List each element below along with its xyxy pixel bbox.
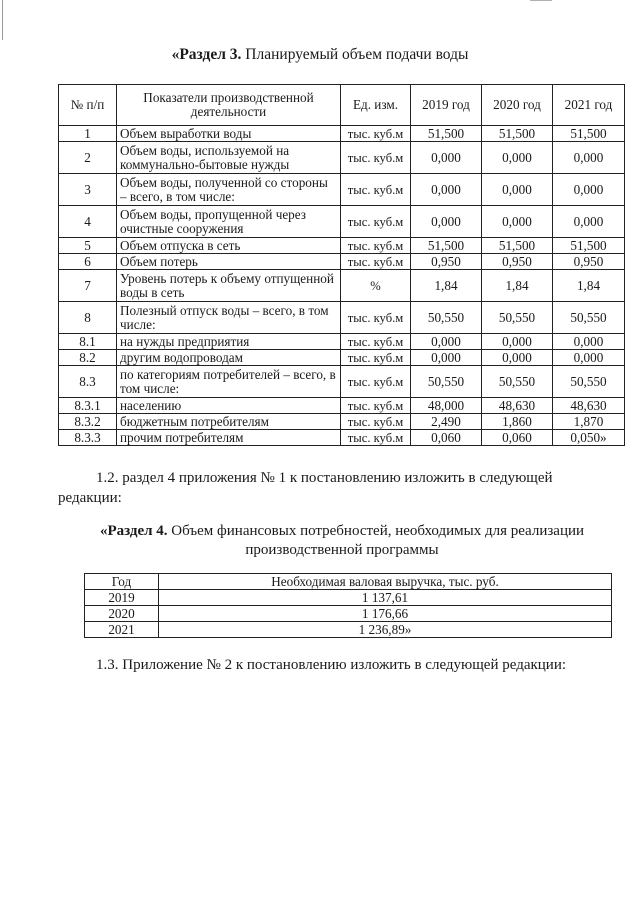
row-indicator-cell: по категориям потребителей – всего, в том числе: <box>117 366 341 398</box>
row-num-cell: 8.3.2 <box>59 414 117 430</box>
row-value-2020-cell: 1,860 <box>482 414 553 430</box>
row-value-2019-cell: 51,500 <box>411 126 482 142</box>
row-value-2021-cell: 51,500 <box>553 238 625 254</box>
row-value-2019-cell: 50,550 <box>411 302 482 334</box>
paragraph-1-2-line1: 1.2. раздел 4 приложения № 1 к постановлению изложить в следующей <box>96 470 553 486</box>
table-row <box>59 430 625 446</box>
table-row <box>59 414 625 430</box>
row-revenue-cell: 1 176,66 <box>159 606 612 622</box>
table-row <box>59 302 625 334</box>
row-unit-cell: тыс. куб.м <box>341 398 411 414</box>
table-row <box>85 606 612 622</box>
table-row <box>59 270 625 302</box>
row-value-2021-cell: 0,000 <box>553 350 625 366</box>
table-row <box>59 206 625 238</box>
row-unit-cell: тыс. куб.м <box>341 350 411 366</box>
row-value-2019-cell: 0,000 <box>411 174 482 206</box>
row-value-2021-cell: 0,050» <box>553 430 625 446</box>
row-unit-cell: тыс. куб.м <box>341 366 411 398</box>
row-indicator-cell: Объем отпуска в сеть <box>117 238 341 254</box>
row-value-2020-cell: 0,060 <box>482 430 553 446</box>
row-value-2019-cell: 2,490 <box>411 414 482 430</box>
row-num-cell: 7 <box>59 270 117 302</box>
row-value-2019-cell: 0,000 <box>411 334 482 350</box>
row-unit-cell: тыс. куб.м <box>341 430 411 446</box>
row-value-2021-cell: 50,550 <box>553 302 625 334</box>
table-row <box>85 622 612 638</box>
row-value-2019-cell: 0,950 <box>411 254 482 270</box>
row-indicator-cell: Полезный отпуск воды – всего, в том числе: <box>117 302 341 334</box>
table-row <box>85 590 612 606</box>
row-value-2021-cell: 1,870 <box>553 414 625 430</box>
row-indicator-cell: Объем воды, используемой на коммунально-бытовые нужды <box>117 142 341 174</box>
water-supply-table <box>58 84 625 446</box>
row-unit-cell: тыс. куб.м <box>341 414 411 430</box>
left-margin-mark <box>2 0 3 40</box>
row-unit-cell: тыс. куб.м <box>341 334 411 350</box>
row-unit-cell: тыс. куб.м <box>341 174 411 206</box>
row-num-cell: 1 <box>59 126 117 142</box>
row-value-2020-cell: 0,000 <box>482 206 553 238</box>
row-indicator-cell: Объем потерь <box>117 254 341 270</box>
row-year-cell: 2019 <box>85 590 159 606</box>
financial-needs-table <box>84 573 612 638</box>
table-row <box>59 174 625 206</box>
row-indicator-cell: на нужды предприятия <box>117 334 341 350</box>
row-value-2021-cell: 0,000 <box>553 334 625 350</box>
paragraph-1-2-line2: редакции: <box>58 490 122 506</box>
header-year-2021: 2021 год <box>553 85 625 126</box>
row-value-2020-cell: 0,950 <box>482 254 553 270</box>
section-4-heading-bold: «Раздел 4. <box>99 523 168 539</box>
row-value-2020-cell: 50,550 <box>482 366 553 398</box>
section-3-heading-bold: «Раздел 3. <box>171 46 242 63</box>
row-value-2021-cell: 51,500 <box>553 126 625 142</box>
row-value-2019-cell: 0,000 <box>411 206 482 238</box>
row-value-2020-cell: 0,000 <box>482 334 553 350</box>
row-unit-cell: тыс. куб.м <box>341 142 411 174</box>
row-value-2019-cell: 1,84 <box>411 270 482 302</box>
row-value-2019-cell: 51,500 <box>411 238 482 254</box>
row-value-2020-cell: 50,550 <box>482 302 553 334</box>
row-value-2019-cell: 50,550 <box>411 366 482 398</box>
row-indicator-cell: Объем воды, пропущенной через очистные сооружения <box>117 206 341 238</box>
table-header-row <box>85 574 612 590</box>
row-num-cell: 8.1 <box>59 334 117 350</box>
row-value-2021-cell: 0,000 <box>553 142 625 174</box>
row-unit-cell: тыс. куб.м <box>341 126 411 142</box>
header-indicator: Показатели производственной деятельности <box>117 85 341 126</box>
table-header-row <box>59 85 625 126</box>
row-unit-cell: тыс. куб.м <box>341 206 411 238</box>
table-row <box>59 142 625 174</box>
table-row <box>59 334 625 350</box>
row-num-cell: 8 <box>59 302 117 334</box>
paragraph-1-3: 1.3. Приложение № 2 к постановлению изложить в следующей редакции: <box>96 657 567 673</box>
header-unit: Ед. изм. <box>341 85 411 126</box>
row-unit-cell: тыс. куб.м <box>341 254 411 270</box>
row-indicator-cell: Объем воды, полученной со стороны – всего, в том числе: <box>117 174 341 206</box>
row-num-cell: 8.2 <box>59 350 117 366</box>
section-4-heading-text: Объем финансовых потребностей, необходимых для реализации производственной программы <box>167 523 585 558</box>
row-value-2020-cell: 0,000 <box>482 350 553 366</box>
row-value-2020-cell: 1,84 <box>482 270 553 302</box>
row-value-2019-cell: 0,000 <box>411 350 482 366</box>
row-indicator-cell: населению <box>117 398 341 414</box>
row-unit-cell: тыс. куб.м <box>341 302 411 334</box>
row-value-2019-cell: 0,000 <box>411 142 482 174</box>
table-row <box>59 366 625 398</box>
row-value-2021-cell: 48,630 <box>553 398 625 414</box>
section-3-heading-text: Планируемый объем подачи воды <box>241 46 469 63</box>
header-year: Год <box>85 574 159 590</box>
row-value-2021-cell: 0,000 <box>553 174 625 206</box>
header-year-2020: 2020 год <box>482 85 553 126</box>
row-unit-cell: % <box>341 270 411 302</box>
row-num-cell: 5 <box>59 238 117 254</box>
row-num-cell: 8.3 <box>59 366 117 398</box>
row-value-2020-cell: 48,630 <box>482 398 553 414</box>
row-num-cell: 2 <box>59 142 117 174</box>
row-num-cell: 8.3.3 <box>59 430 117 446</box>
row-num-cell: 3 <box>59 174 117 206</box>
row-value-2020-cell: 51,500 <box>482 126 553 142</box>
row-value-2021-cell: 1,84 <box>553 270 625 302</box>
row-value-2019-cell: 48,000 <box>411 398 482 414</box>
row-year-cell: 2020 <box>85 606 159 622</box>
row-value-2019-cell: 0,060 <box>411 430 482 446</box>
row-value-2020-cell: 51,500 <box>482 238 553 254</box>
row-indicator-cell: прочим потребителям <box>117 430 341 446</box>
row-indicator-cell: другим водопроводам <box>117 350 341 366</box>
header-num: № п/п <box>59 85 117 126</box>
row-revenue-cell: 1 236,89» <box>159 622 612 638</box>
row-value-2021-cell: 0,000 <box>553 206 625 238</box>
row-value-2021-cell: 0,950 <box>553 254 625 270</box>
row-indicator-cell: Объем выработки воды <box>117 126 341 142</box>
table-row <box>59 126 625 142</box>
row-num-cell: 4 <box>59 206 117 238</box>
header-year-2019: 2019 год <box>411 85 482 126</box>
table-row <box>59 254 625 270</box>
top-margin-mark <box>530 0 552 1</box>
row-num-cell: 8.3.1 <box>59 398 117 414</box>
section-3-heading <box>0 46 640 64</box>
row-value-2021-cell: 50,550 <box>553 366 625 398</box>
table-row <box>59 398 625 414</box>
row-num-cell: 6 <box>59 254 117 270</box>
row-indicator-cell: бюджетным потребителям <box>117 414 341 430</box>
row-indicator-cell: Уровень потерь к объему отпущенной воды в сеть <box>117 270 341 302</box>
row-value-2020-cell: 0,000 <box>482 142 553 174</box>
row-revenue-cell: 1 137,61 <box>159 590 612 606</box>
section-4-heading <box>58 522 626 560</box>
table-row <box>59 350 625 366</box>
row-year-cell: 2021 <box>85 622 159 638</box>
row-value-2020-cell: 0,000 <box>482 174 553 206</box>
table-row <box>59 238 625 254</box>
row-unit-cell: тыс. куб.м <box>341 238 411 254</box>
header-revenue: Необходимая валовая выручка, тыс. руб. <box>159 574 612 590</box>
